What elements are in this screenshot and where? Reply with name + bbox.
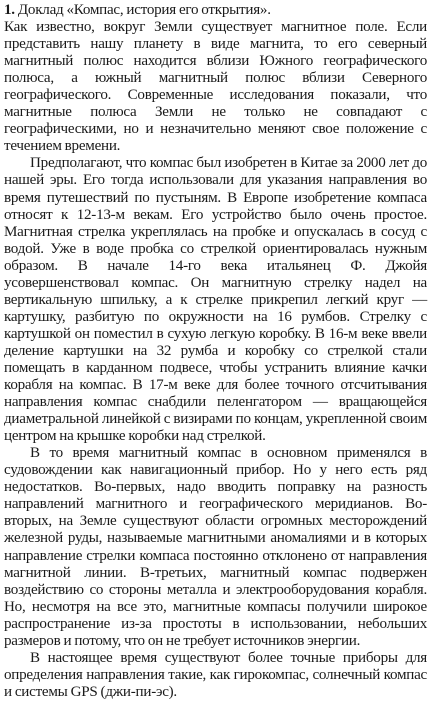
heading-number: 1.: [4, 2, 15, 18]
heading-title: Доклад «Компас, история его открытия».: [17, 2, 271, 18]
paragraph-1: Как известно, вокруг Земли существует магнитное поле. Если представить нашу планету в виде магнита, то его северный магнитный полюс находится вблизи Южного географического полюса, а южный магнитный полюс вблизи Северного географического. Современные исследования показали, что магнитные полюса Земли не только не совпадают с географическими, но и незначительно меняют свое положение с течением времени.: [4, 19, 427, 155]
document-heading: [4, 2, 427, 19]
document-page: [4, 2, 427, 700]
paragraph-2: Предполагают, что компас был изобретен в Китае за 2000 лет до нашей эры. Его тогда использовали для указания направления во время путешествий по пустыням. В Европе изобретение компаса относят к 12-13-м векам. Его устройство было очень простое. Магнитная стрелка укреплялась на пробке и опускалась в сосуд с водой. Уже в воде пробка со стрелкой ориентировалась нужным образом. В начале 14-го века итальянец Ф. Джойя усовершенствовал компас. Он магнитную стрелку надел на вертикальную шпильку, а к стрелке прикрепил легкий круг — картушку, разбитую по окружности на 16 румбов. Стрелку с картушкой он поместил в сухую легкую коробку. В 16-м веке ввели деление картушки на 32 румба и коробку со стрелкой стали помещать в карданном подвесе, чтобы устранить влияние качки корабля на компас. В 17-м веке для более точного отсчитывания направления компас снабдили пеленгатором — вращающейся диаметральной линейкой с визирами по концам, укрепленной своим центром на крышке коробки над стрелкой.: [4, 155, 427, 445]
paragraph-4: В настоящее время существуют более точные приборы для определения направления такие, как гирокомпас, солнечный компас и системы GPS (джи-пи-эс).: [4, 649, 427, 700]
paragraph-3: В то время магнитный компас в основном применялся в судовождении как навигационный прибор. Но у него есть ряд недостатков. Во-первых, надо вводить поправку на разность направлений магнитного и географического меридианов. Во-вторых, на Земле существуют области огромных месторождений железной руды, называемые магнитными аномалиями и в которых направление стрелки компаса постоянно отклонено от направления магнитной линии. В-третьих, магнитный компас подвержен воздействию со стороны металла и электрооборудования корабля. Но, несмотря на все это, магнитные компасы получили широкое распространение из-за простоты в использовании, небольших размеров и потому, что он не требует источников энергии.: [4, 445, 427, 649]
